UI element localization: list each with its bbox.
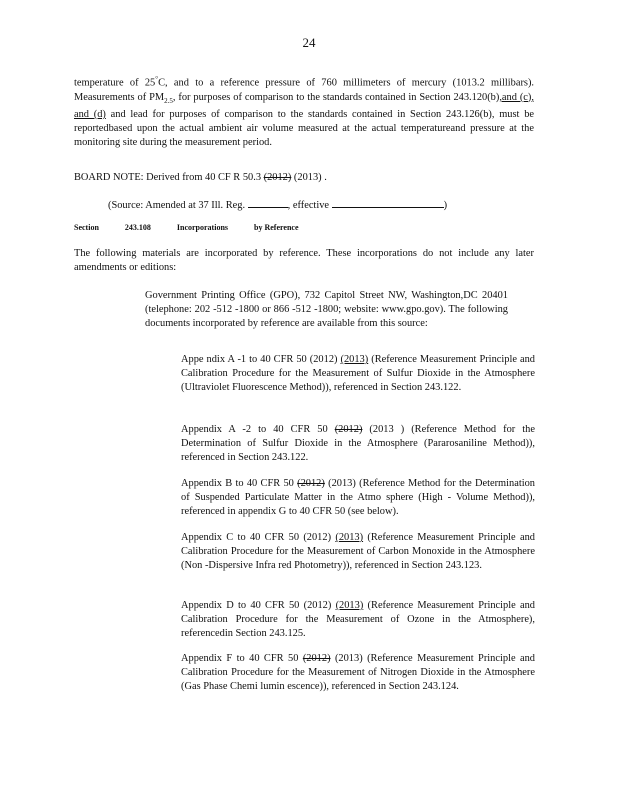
- pm-subscript: 2.5: [164, 96, 173, 105]
- appendix-a2-post: (2013 ) (Reference Method for the Determination of Sulfur Dioxide in the Atmosphere (Pararosaniline Method)), referenced in Section 243.122.: [181, 424, 535, 464]
- measurement-paragraph: [74, 72, 534, 151]
- p1-text-c: , for purposes of comparison to the standards contained in Section 243.120(b): [172, 91, 500, 103]
- p1-text-f: and lead for purposes of comparison to the standards contained in Section 243.126(b), must be reportedbased upon the actual ambient air volume measured at the actual temperatureand pressure at the monitoring site during the measurement period.: [74, 108, 535, 149]
- source-note: [108, 197, 538, 213]
- gpo-source: Government Printing Office (GPO), 732 Capitol Street NW, Washington,DC 20401 (telephone: 202 -512 -1800 or 866 -512 -1800; website: www.gpo.gov). The following documents incorporated by reference are available from this source:: [145, 290, 508, 330]
- effective-date-blank: [332, 197, 444, 208]
- section-heading: [74, 223, 325, 232]
- appendix-f-pre: Appendix F to 40 CFR 50: [181, 653, 303, 664]
- appendix-b-struck: (2012): [297, 478, 325, 489]
- incorporation-intro: The following materials are incorporated by reference. These incorporations do not include any later amendments or editions:: [74, 248, 534, 274]
- degree-symbol: °: [155, 75, 159, 83]
- board-note: [74, 171, 534, 185]
- appendix-a1-new-year: (2013): [340, 354, 369, 365]
- p1-inserted-c: ,and (c): [499, 91, 532, 103]
- appendix-d-new-year: (2013): [335, 600, 364, 611]
- appendix-f-struck: (2012): [302, 653, 331, 664]
- source-text-c: ): [443, 200, 448, 211]
- appendix-b: [181, 477, 535, 520]
- appendix-b-pre: Appendix B to 40 CFR 50: [181, 478, 298, 489]
- board-note-new-year: (2013) .: [291, 172, 327, 183]
- heading-section-label: Section: [74, 223, 99, 232]
- appendix-a2-pre: Appendix A -2 to 40 CFR 50: [181, 424, 335, 435]
- appendix-c-pre: Appendix C to 40 CFR 50 (2012): [181, 532, 336, 543]
- appendix-a2-struck: (2012): [334, 424, 363, 435]
- appendix-b-post: (2013) (Reference Method for the Determination of Suspended Particulate Matter in the Atmo sphere (High - Volume Method)), referenced in appendix G to 40 CFR 50 (see below).: [181, 478, 535, 518]
- p1-text-a: temperature of 25: [74, 77, 156, 89]
- heading-title-2: by Reference: [254, 223, 299, 232]
- appendix-c-post: (Reference Measurement Principle and Calibration Procedure for the Measurement of Carbon Monoxide in the Atmosphere (Non -Dispersive Infra red Photometry)), referenced in Section 243.123.: [181, 532, 535, 572]
- p1-inserted-d: , and (d): [74, 91, 534, 120]
- appendix-c: [181, 531, 535, 574]
- source-text-b: , effective: [287, 200, 332, 211]
- board-note-text: BOARD NOTE: Derived from 40 CF R 50.3: [74, 172, 264, 183]
- appendix-a2: [181, 423, 535, 466]
- appendix-f: [181, 652, 535, 695]
- heading-title: Incorporations: [176, 223, 229, 232]
- appendix-a1: [181, 353, 535, 396]
- appendix-d-pre: Appendix D to 40 CFR 50 (2012): [181, 600, 336, 611]
- appendix-c-new-year: (2013): [335, 532, 364, 543]
- appendix-d: [181, 599, 535, 642]
- appendix-d-post: (Reference Measurement Principle and Calibration Procedure for the Measurement of Ozone in the Atmosphere), referencedin Section 243.125.: [181, 600, 535, 640]
- appendix-a1-pre: Appe ndix A -1 to 40 CFR 50 (2012): [181, 354, 341, 365]
- appendix-f-post: (2013) (Reference Measurement Principle and Calibration Procedure for the Measurement of Nitrogen Dioxide in the Atmosphere (Gas Phase Chemi lumin escence)), referenced in Section 243.124.: [181, 653, 535, 693]
- p1-text-b: C, and to a reference pressure of 760 millimeters of mercury (1013.2 millibars). Measurements of PM: [74, 77, 535, 103]
- source-text-a: (Source: Amended at 37 Ill. Reg.: [108, 200, 248, 211]
- heading-section-number: 243.108: [124, 223, 151, 232]
- board-note-struck: (2012): [263, 172, 292, 183]
- appendix-a1-post: (Reference Measurement Principle and Calibration Procedure for the Measurement of Sulfur Dioxide in the Atmosphere (Ultraviolet Fluorescence Method)), referenced in Section 243.122.: [181, 354, 535, 394]
- reg-page-blank: [248, 197, 288, 208]
- page-number: 24: [302, 35, 316, 50]
